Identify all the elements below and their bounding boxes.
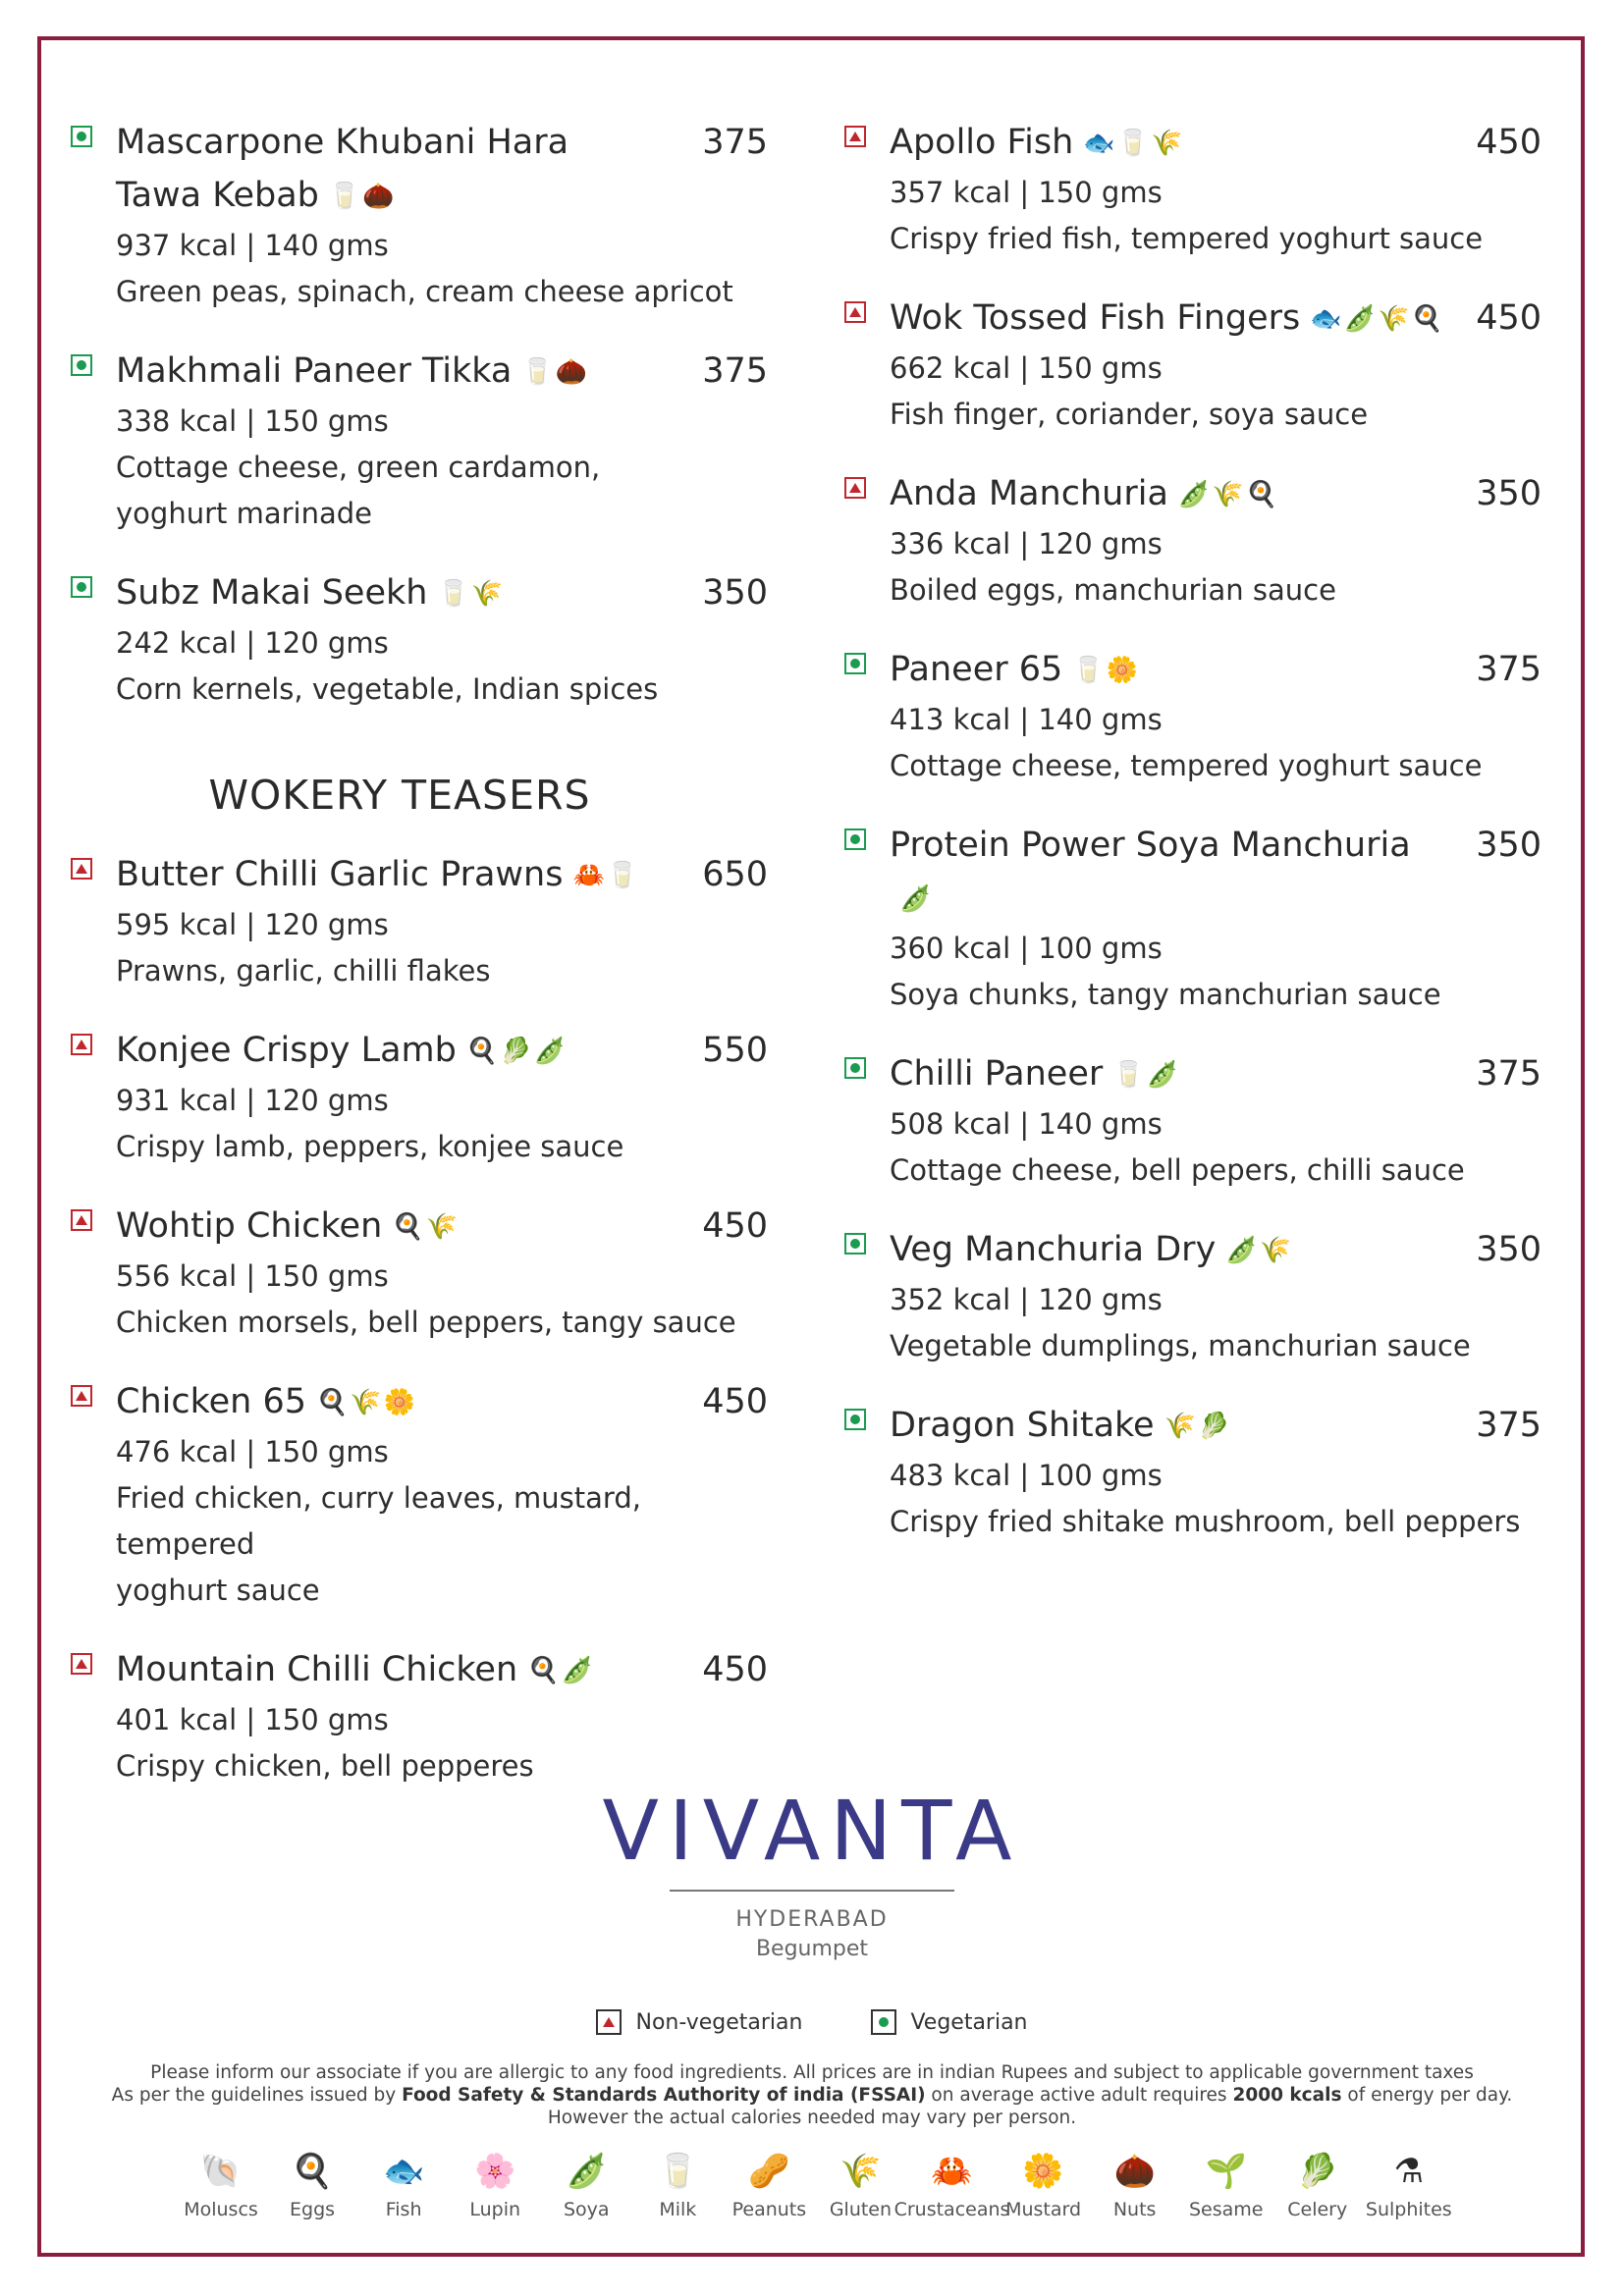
nonveg-mark-icon <box>71 1209 92 1231</box>
menu-item <box>71 566 768 713</box>
nuts-icon: 🌰 <box>362 182 395 211</box>
menu-item-price: 450 <box>1476 123 1542 162</box>
allergen-label: Crustaceans <box>893 2199 1010 2220</box>
allergen-label: Moluscs <box>184 2199 258 2220</box>
menu-item-price: 450 <box>702 1650 768 1689</box>
menu-item <box>844 467 1542 614</box>
menu-item-body <box>890 116 1542 262</box>
note-line-2-e: of energy per day. <box>1341 2085 1513 2106</box>
veg-mark-icon <box>844 828 866 850</box>
menu-item-calories: 483 kcal | 100 gms <box>890 1459 1163 1492</box>
brand-city: HYDERABAD <box>735 1907 889 1932</box>
menu-item <box>71 1375 768 1614</box>
peanuts-icon: 🥜 <box>748 2152 790 2191</box>
menu-item <box>71 116 768 315</box>
menu-item-calories: 338 kcal | 150 gms <box>116 404 389 438</box>
mustard-icon: 🌼 <box>383 1388 416 1417</box>
note-line-2-c: on average active adult requires <box>925 2085 1233 2106</box>
menu-item-name: Makhmali Paneer Tikka <box>116 351 513 391</box>
nonveg-mark-icon <box>71 858 92 880</box>
menu-item-calories: 336 kcal | 120 gms <box>890 527 1163 561</box>
eggs-icon: 🍳 <box>316 1388 349 1417</box>
menu-item-name-2: Tawa Kebab <box>116 176 319 215</box>
right-column <box>844 116 1542 1575</box>
menu-item-name-row <box>890 1223 1542 1277</box>
menu-item-body <box>116 1200 768 1346</box>
note-line-2-fssai: Food Safety & Standards Authority of india (FSSAI) <box>402 2085 926 2106</box>
allergen-label: Sesame <box>1188 2199 1264 2220</box>
lupin-icon: 🌸 <box>474 2152 516 2191</box>
fish-icon: 🐟 <box>1310 304 1342 334</box>
gluten-icon: 🌾 <box>1259 1236 1292 1265</box>
menu-item-name: Konjee Crispy Lamb <box>116 1031 457 1070</box>
wok-items <box>71 848 768 1789</box>
menu-item-name-row <box>890 819 1542 926</box>
allergen-label: Celery <box>1287 2199 1348 2220</box>
allergen-legend <box>177 2150 1453 2220</box>
menu-item-name-row <box>890 643 1542 697</box>
nonveg-mark-icon <box>844 126 866 147</box>
crustaceans-icon: 🦀 <box>572 861 605 890</box>
allergen-fish <box>359 2150 448 2220</box>
diet-legend <box>0 2009 1624 2035</box>
allergen-gluten <box>816 2150 904 2220</box>
note-line-2-a: As per the guidelines issued by <box>111 2085 403 2106</box>
milk-icon: 🥛 <box>521 357 554 387</box>
allergen-icons <box>316 1376 417 1429</box>
menu-item-name: Mascarpone Khubani Hara <box>116 123 569 162</box>
soya-icon: 🫛 <box>561 1656 593 1685</box>
milk-icon: 🥛 <box>1072 656 1105 685</box>
milk-icon: 🥛 <box>328 182 361 211</box>
brand-logo <box>0 1782 1624 1964</box>
allergen-icons <box>572 849 640 902</box>
menu-item-calories: 357 kcal | 150 gms <box>890 176 1163 209</box>
veg-mark-icon <box>71 576 92 598</box>
menu-item-price: 550 <box>702 1031 768 1070</box>
menu-item <box>71 848 768 994</box>
allergen-icons <box>521 346 589 399</box>
allergen-soya <box>542 2150 630 2220</box>
allergen-label: Lupin <box>469 2199 521 2220</box>
menu-item <box>844 1047 1542 1194</box>
allergen-milk <box>633 2150 722 2220</box>
fish-icon: 🐟 <box>382 2152 425 2191</box>
menu-item-description: Crispy lamb, peppers, konjee sauce <box>116 1130 624 1163</box>
menu-item-body <box>116 1024 768 1170</box>
veg-mark-icon <box>844 653 866 674</box>
left-column <box>71 116 768 1819</box>
fish-icon: 🐟 <box>1083 129 1115 158</box>
menu-item-price: 350 <box>1476 826 1542 865</box>
soya-icon: 🫛 <box>1343 304 1377 334</box>
soya-icon: 🫛 <box>1225 1236 1258 1265</box>
menu-item-name: Chilli Paneer <box>890 1054 1104 1094</box>
allergen-icons <box>1112 1048 1180 1101</box>
note-line-2 <box>0 2084 1624 2107</box>
legend-nonveg <box>596 2009 802 2035</box>
menu-item-body <box>890 643 1542 789</box>
menu-item <box>71 1200 768 1346</box>
menu-item-body <box>116 1375 768 1614</box>
menu-item-calories: 242 kcal | 120 gms <box>116 626 389 660</box>
menu-item-calories: 401 kcal | 150 gms <box>116 1703 389 1736</box>
menu-item-name: Wok Tossed Fish Fingers <box>890 298 1301 338</box>
milk-icon: 🥛 <box>1116 129 1150 158</box>
menu-item <box>844 643 1542 789</box>
allergen-crustaceans <box>893 2150 1010 2220</box>
menu-item-calories: 931 kcal | 120 gms <box>116 1084 389 1117</box>
menu-item-name: Butter Chilli Garlic Prawns <box>116 855 564 894</box>
menu-item-description: Prawns, garlic, chilli flakes <box>116 954 491 988</box>
menu-item-calories: 352 kcal | 120 gms <box>890 1283 1163 1316</box>
menu-item-description: Cottage cheese, bell pepers, chilli sauce <box>890 1153 1465 1187</box>
mustard-icon: 🌼 <box>1022 2152 1064 2191</box>
menu-item-name-line-2 <box>116 169 768 223</box>
menu-item <box>71 345 768 537</box>
menu-item-name-row <box>890 292 1542 346</box>
menu-item-calories: 662 kcal | 150 gms <box>890 351 1163 385</box>
eggs-icon: 🍳 <box>465 1037 499 1066</box>
menu-item-body <box>890 1047 1542 1194</box>
note-line-1: Please inform our associate if you are allergic to any food ingredients. All prices are in indian Rupees and subject to applicable government taxes <box>150 2062 1474 2083</box>
legend-veg-label: Vegetarian <box>910 2009 1028 2035</box>
menu-item-name: Paneer 65 <box>890 650 1063 689</box>
menu-item-price: 375 <box>1476 650 1542 689</box>
menu-item-body <box>116 345 768 537</box>
menu-item-description-2: yoghurt marinade <box>116 497 372 530</box>
nonveg-mark-icon <box>844 477 866 499</box>
menu-item-description-2: yoghurt sauce <box>116 1574 320 1607</box>
mustard-icon: 🌼 <box>1106 656 1139 685</box>
allergen-icons <box>1072 644 1140 697</box>
brand-name: VIVANTA <box>602 1783 1022 1879</box>
menu-item-body <box>116 116 768 315</box>
nonveg-mark-icon <box>71 1653 92 1675</box>
menu-item-description: Crispy fried fish, tempered yoghurt sauce <box>890 222 1484 255</box>
menu-item-description: Chicken morsels, bell peppers, tangy sauce <box>116 1306 736 1339</box>
menu-item-calories: 508 kcal | 140 gms <box>890 1107 1163 1141</box>
allergen-icons <box>437 567 505 620</box>
menu-item-name-row <box>890 1399 1542 1453</box>
note-line-2-kcal: 2000 kcals <box>1232 2085 1342 2106</box>
menu-item-price: 450 <box>702 1382 768 1421</box>
nonveg-mark-icon <box>844 301 866 323</box>
allergen-label: Fish <box>385 2199 422 2220</box>
menu-item-price: 450 <box>1476 298 1542 338</box>
menu-item-name-row <box>116 1375 768 1429</box>
allergen-label: Milk <box>659 2199 697 2220</box>
allergen-peanuts <box>725 2150 813 2220</box>
soya-icon: 🫛 <box>899 884 932 914</box>
menu-item-name-row <box>116 345 768 399</box>
soya-icon: 🫛 <box>533 1037 566 1066</box>
menu-item-name: Chicken 65 <box>116 1382 306 1421</box>
gluten-icon: 🌾 <box>350 1388 382 1417</box>
menu-item-price: 375 <box>1476 1406 1542 1445</box>
menu-item-price: 375 <box>1476 1054 1542 1094</box>
nuts-icon: 🌰 <box>555 357 588 387</box>
menu-item-description: Fried chicken, curry leaves, mustard, tempered <box>116 1481 641 1561</box>
allergen-icons <box>899 873 933 926</box>
menu-item-description: Cottage cheese, green cardamon, <box>116 451 601 484</box>
menu-item-name-row <box>116 1200 768 1254</box>
eggs-icon: 🍳 <box>1411 304 1443 334</box>
sulphites-icon: ⚗ <box>1393 2152 1425 2191</box>
right-items <box>844 116 1542 1545</box>
disclaimer-notes <box>0 2061 1624 2129</box>
menu-item <box>844 292 1542 438</box>
menu-item-name-row <box>116 848 768 902</box>
menu-item <box>844 116 1542 262</box>
allergen-sulphites <box>1365 2150 1453 2220</box>
gluten-icon: 🌾 <box>1378 304 1410 334</box>
gluten-icon: 🌾 <box>839 2152 882 2191</box>
menu-item-description: Green peas, spinach, cream cheese apricot <box>116 275 733 308</box>
allergen-label: Nuts <box>1112 2199 1157 2220</box>
allergen-celery <box>1273 2150 1362 2220</box>
section-title-wokery-teasers: WOKERY TEASERS <box>208 772 591 819</box>
veg-mark-icon <box>844 1233 866 1255</box>
menu-item <box>844 1399 1542 1545</box>
menu-item-body <box>116 566 768 713</box>
veg-mark-icon <box>71 126 92 147</box>
left-items <box>71 116 768 713</box>
menu-item-name-row <box>116 116 768 169</box>
allergen-label: Mustard <box>1005 2199 1082 2220</box>
nonveg-mark-icon <box>71 1385 92 1407</box>
menu-item-calories: 937 kcal | 140 gms <box>116 229 389 262</box>
menu-item-price: 450 <box>702 1206 768 1246</box>
allergen-label: Sulphites <box>1365 2199 1452 2220</box>
menu-item-name-row <box>116 1643 768 1697</box>
eggs-icon: 🍳 <box>392 1212 424 1242</box>
menu-item-name-row <box>116 1024 768 1078</box>
logo-divider <box>670 1890 954 1892</box>
menu-item-name: Protein Power Soya Manchuria <box>890 826 1411 865</box>
menu-item-body <box>890 1223 1542 1369</box>
menu-item-body <box>116 1643 768 1789</box>
veg-mark-icon <box>844 1409 866 1430</box>
allergen-icons <box>1178 468 1279 521</box>
menu-item-body <box>890 1399 1542 1545</box>
menu-item-price: 350 <box>702 573 768 613</box>
allergen-sesame <box>1182 2150 1271 2220</box>
allergen-label: Peanuts <box>731 2199 807 2220</box>
menu-item-body <box>890 292 1542 438</box>
menu-item-description: Fish finger, coriander, soya sauce <box>890 398 1369 431</box>
gluten-icon: 🌾 <box>470 579 504 609</box>
allergen-icons <box>527 1644 595 1697</box>
eggs-icon: 🍳 <box>291 2152 334 2191</box>
veg-mark-icon <box>871 2009 896 2035</box>
menu-item <box>71 1024 768 1170</box>
menu-item-price: 350 <box>1476 474 1542 513</box>
menu-item-price: 350 <box>1476 1230 1542 1269</box>
menu-item-name: Subz Makai Seekh <box>116 573 428 613</box>
menu-item-name-row <box>890 467 1542 521</box>
gluten-icon: 🌾 <box>1151 129 1183 158</box>
menu-item-body <box>116 848 768 994</box>
milk-icon: 🥛 <box>606 861 639 890</box>
milk-icon: 🥛 <box>437 579 469 609</box>
nonveg-mark-icon <box>71 1034 92 1055</box>
celery-icon: 🥬 <box>1296 2152 1338 2191</box>
allergen-label: Soya <box>563 2199 610 2220</box>
allergen-icons <box>392 1201 460 1254</box>
allergen-nuts <box>1091 2150 1179 2220</box>
moluscs-icon: 🐚 <box>199 2152 243 2191</box>
menu-item <box>844 819 1542 1018</box>
crustaceans-icon: 🦀 <box>931 2152 973 2191</box>
menu-item-name: Veg Manchuria Dry <box>890 1230 1217 1269</box>
celery-icon: 🥬 <box>1197 1412 1230 1441</box>
nuts-icon: 🌰 <box>1113 2152 1156 2191</box>
soya-icon: 🫛 <box>1146 1060 1179 1090</box>
menu-item-calories: 476 kcal | 150 gms <box>116 1435 389 1468</box>
milk-icon: 🥛 <box>1112 1060 1145 1090</box>
menu-item-name-row <box>890 116 1542 170</box>
soya-icon: 🫛 <box>566 2152 608 2191</box>
allergen-icons <box>1164 1400 1232 1453</box>
menu-item-description: Boiled eggs, manchurian sauce <box>890 573 1336 607</box>
menu-item-price: 375 <box>702 351 768 391</box>
allergen-icons <box>1310 293 1445 346</box>
sesame-icon: 🌱 <box>1205 2152 1247 2191</box>
celery-icon: 🥬 <box>500 1037 532 1066</box>
veg-mark-icon <box>71 354 92 376</box>
menu-item-calories: 360 kcal | 100 gms <box>890 932 1163 965</box>
allergen-eggs <box>268 2150 356 2220</box>
menu-item-price: 650 <box>702 855 768 894</box>
allergen-moluscs <box>177 2150 265 2220</box>
allergen-label: Gluten <box>829 2199 893 2220</box>
menu-item-body <box>890 467 1542 614</box>
menu-item-description: Crispy chicken, bell pepperes <box>116 1749 534 1783</box>
legend-nonveg-label: Non-vegetarian <box>635 2009 803 2035</box>
menu-item-name-row <box>116 566 768 620</box>
menu-item-description: Cottage cheese, tempered yoghurt sauce <box>890 749 1483 782</box>
menu-item-description: Crispy fried shitake mushroom, bell peppers <box>890 1505 1521 1538</box>
eggs-icon: 🍳 <box>1245 480 1278 509</box>
milk-icon: 🥛 <box>657 2152 699 2191</box>
menu-item-description: Vegetable dumplings, manchurian sauce <box>890 1329 1471 1362</box>
menu-item-price: 375 <box>702 123 768 162</box>
legend-veg <box>871 2009 1027 2035</box>
menu-item-name: Dragon Shitake <box>890 1406 1155 1445</box>
allergen-icons <box>329 170 397 223</box>
menu-item-name: Mountain Chilli Chicken <box>116 1650 518 1689</box>
soya-icon: 🫛 <box>1177 480 1211 509</box>
menu-item-body <box>890 819 1542 1018</box>
gluten-icon: 🌾 <box>425 1212 459 1242</box>
brand-area: Begumpet <box>755 1937 869 1961</box>
allergen-mustard <box>1000 2150 1088 2220</box>
menu-item-calories: 595 kcal | 120 gms <box>116 908 389 941</box>
allergen-icons <box>1225 1224 1293 1277</box>
menu-item <box>844 1223 1542 1369</box>
menu-item <box>71 1643 768 1789</box>
veg-mark-icon <box>844 1057 866 1079</box>
menu-item-description: Soya chunks, tangy manchurian sauce <box>890 978 1441 1011</box>
gluten-icon: 🌾 <box>1164 1412 1196 1441</box>
allergen-lupin <box>451 2150 539 2220</box>
nonveg-mark-icon <box>596 2009 622 2035</box>
menu-item-name: Apollo Fish <box>890 123 1074 162</box>
allergen-icons <box>1083 117 1184 170</box>
menu-item-name: Wohtip Chicken <box>116 1206 383 1246</box>
menu-item-calories: 556 kcal | 150 gms <box>116 1259 389 1293</box>
allergen-label: Eggs <box>290 2199 336 2220</box>
menu-item-name-row <box>890 1047 1542 1101</box>
note-line-3: However the actual calories needed may vary per person. <box>547 2108 1077 2128</box>
menu-item-name: Anda Manchuria <box>890 474 1168 513</box>
menu-item-calories: 413 kcal | 140 gms <box>890 703 1163 736</box>
allergen-icons <box>466 1025 568 1078</box>
gluten-icon: 🌾 <box>1212 480 1244 509</box>
eggs-icon: 🍳 <box>527 1656 560 1685</box>
menu-item-description: Corn kernels, vegetable, Indian spices <box>116 672 659 706</box>
